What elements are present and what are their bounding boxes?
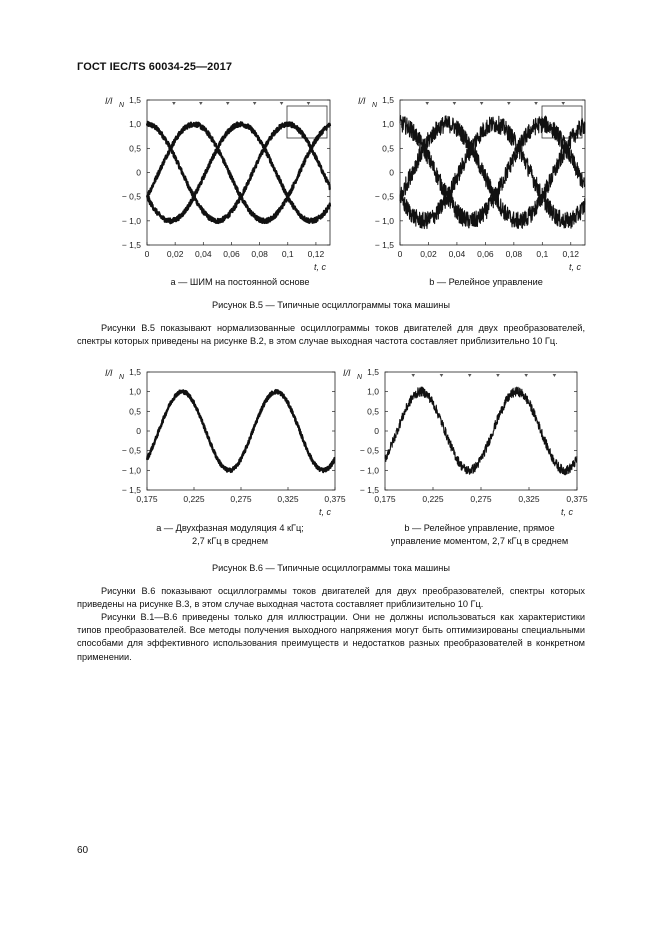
plot-frame xyxy=(385,372,577,490)
x-tick-label: 0,275 xyxy=(470,494,492,504)
x-tick-label: 0,06 xyxy=(477,249,494,259)
x-axis-label: t, c xyxy=(560,507,573,517)
x-axis-label: t, c xyxy=(318,507,331,517)
figure-b6b-caption-line1: b — Релейное управление, прямое xyxy=(404,523,555,533)
series-line-1 xyxy=(147,390,335,472)
series-line-1 xyxy=(147,122,330,223)
document-header: ГОСТ IEC/TS 60034-25—2017 xyxy=(77,61,233,73)
x-tick-label: 0,08 xyxy=(251,249,268,259)
x-tick-label: 0,325 xyxy=(518,494,540,504)
x-tick-label: 0,1 xyxy=(281,249,294,259)
top-marker xyxy=(253,102,257,105)
figure-b6b-caption xyxy=(372,522,587,548)
top-marker xyxy=(468,374,472,377)
top-marker xyxy=(425,102,429,105)
y-tick-label: 0,5 xyxy=(129,143,141,154)
y-tick-label: − 1,5 xyxy=(374,240,394,250)
y-axis-label-subscript: N xyxy=(119,374,125,381)
y-tick-label: 1,0 xyxy=(129,119,141,130)
y-tick-label: − 0,5 xyxy=(121,445,141,456)
y-tick-label: 1,5 xyxy=(129,95,141,105)
figure-b5a-caption: a — ШИМ на постоянной основе xyxy=(170,277,310,287)
y-tick-label: 0 xyxy=(136,426,141,436)
chart-b5a xyxy=(95,90,345,275)
y-tick-label: − 1,5 xyxy=(121,485,141,495)
chart-b5b xyxy=(355,90,605,275)
y-tick-label: − 1,5 xyxy=(359,485,379,495)
y-tick-label: − 0,5 xyxy=(359,445,379,456)
y-tick-label: 1,0 xyxy=(382,119,394,130)
figure-b6-caption: Рисунок В.6 — Типичные осциллограммы тока машины xyxy=(212,563,450,573)
top-marker xyxy=(453,102,457,105)
paragraph-2 xyxy=(77,585,585,611)
top-marker xyxy=(553,374,557,377)
y-axis-label: I/I xyxy=(105,96,113,106)
y-tick-label: − 1,5 xyxy=(121,240,141,250)
page-number: 60 xyxy=(77,845,89,856)
x-tick-label: 0 xyxy=(144,249,150,259)
top-marker xyxy=(411,374,415,377)
figure-b6a-caption-line1: a — Двухфазная модуляция 4 кГц; xyxy=(156,523,304,533)
y-axis-label-subscript: N xyxy=(372,102,378,109)
y-tick-label: − 1,0 xyxy=(359,465,379,476)
series-line-1 xyxy=(385,387,577,475)
x-tick-label: 0,275 xyxy=(230,494,252,504)
x-tick-label: 0 xyxy=(397,249,403,259)
x-tick-label: 0,04 xyxy=(195,249,212,259)
y-tick-label: − 0,5 xyxy=(374,191,394,202)
y-tick-label: 1,5 xyxy=(367,367,379,377)
y-tick-label: − 1,0 xyxy=(374,215,394,226)
paragraph-1-text: Рисунки В.5 показывают нормализованные осциллограммы токов двигателей для двух преобразователей, спектры которых приведены на рисунке В.2, в этом случае выходная частота составляет приблизительно 10 Гц. xyxy=(77,323,585,347)
paragraph-3 xyxy=(77,611,585,664)
x-tick-label: 0,02 xyxy=(166,249,184,259)
x-tick-label: 0,225 xyxy=(183,494,205,504)
figure-b6a-caption-line2: 2,7 кГц в среднем xyxy=(191,536,269,546)
x-tick-label: 0,04 xyxy=(448,249,466,259)
x-tick-label: 0,375 xyxy=(324,494,346,504)
x-tick-label: 0,02 xyxy=(420,249,437,259)
y-tick-label: 0,5 xyxy=(367,406,379,417)
y-tick-label: 1,0 xyxy=(367,386,379,397)
figure-b5b-caption: b — Релейное управление xyxy=(429,277,543,287)
paragraph-3-text: Рисунки В.1—В.6 приведены только для иллюстрации. Они не должны использоваться как характеристики типов преобразователей. Все методы получения выходного напряжения могут быть оптимизированы специальными способами для эффективного использования преимуществ и недостатков разных преобразователей в конкретном применении. xyxy=(77,612,585,662)
top-marker xyxy=(440,374,444,377)
x-axis-label: t, c xyxy=(313,262,326,272)
figure-b5-caption: Рисунок В.5 — Типичные осциллограммы тока машины xyxy=(212,300,450,310)
x-tick-label: 0,375 xyxy=(566,494,588,504)
x-tick-label: 0,08 xyxy=(505,249,523,259)
chart-b6a xyxy=(95,362,350,522)
y-tick-label: − 1,0 xyxy=(121,465,141,476)
x-tick-label: 0,225 xyxy=(422,494,444,504)
top-marker xyxy=(480,102,484,105)
x-tick-label: 0,1 xyxy=(536,249,549,259)
y-tick-label: 1,5 xyxy=(129,367,141,377)
plot-frame xyxy=(147,372,335,490)
x-tick-label: 0,175 xyxy=(136,494,158,504)
y-tick-label: 0 xyxy=(374,426,379,436)
x-tick-label: 0,06 xyxy=(223,249,240,259)
figure-b6b-caption-line2: управление моментом, 2,7 кГц в среднем xyxy=(390,536,569,546)
y-axis-label: I/I xyxy=(343,368,351,378)
top-marker xyxy=(280,102,284,105)
chart-b6b xyxy=(340,362,595,522)
x-tick-label: 0,325 xyxy=(277,494,299,504)
y-tick-label: 0 xyxy=(136,167,141,178)
y-tick-label: − 1,0 xyxy=(121,215,141,226)
y-tick-label: 0,5 xyxy=(382,143,394,154)
top-marker xyxy=(226,102,230,105)
top-marker xyxy=(496,374,500,377)
y-axis-label: I/I xyxy=(358,96,366,106)
y-tick-label: 0,5 xyxy=(129,406,141,417)
top-marker xyxy=(507,102,511,105)
y-axis-label: I/I xyxy=(105,368,113,378)
y-tick-label: 0 xyxy=(389,167,394,178)
y-tick-label: 1,0 xyxy=(129,386,141,397)
x-tick-label: 0,12 xyxy=(562,249,580,259)
x-tick-label: 0,175 xyxy=(374,494,396,504)
top-marker xyxy=(307,102,311,105)
paragraph-2-text: Рисунки В.6 показывают осциллограммы токов двигателей для двух преобразователей, спектры которых приведены на рисунке В.3, в этом случае выходная частота составляет приблизительно 10 Гц. xyxy=(77,586,585,610)
x-axis-label: t, c xyxy=(568,262,581,272)
top-marker xyxy=(199,102,203,105)
top-marker xyxy=(561,102,565,105)
top-marker xyxy=(524,374,528,377)
top-marker xyxy=(172,102,176,105)
y-tick-label: − 0,5 xyxy=(121,191,141,202)
top-marker xyxy=(534,102,538,105)
y-axis-label-subscript: N xyxy=(357,374,363,381)
x-tick-label: 0,12 xyxy=(307,249,325,259)
figure-b6a-caption xyxy=(130,522,330,548)
y-axis-label-subscript: N xyxy=(119,102,125,109)
paragraph-1 xyxy=(77,322,585,348)
y-tick-label: 1,5 xyxy=(382,95,394,105)
